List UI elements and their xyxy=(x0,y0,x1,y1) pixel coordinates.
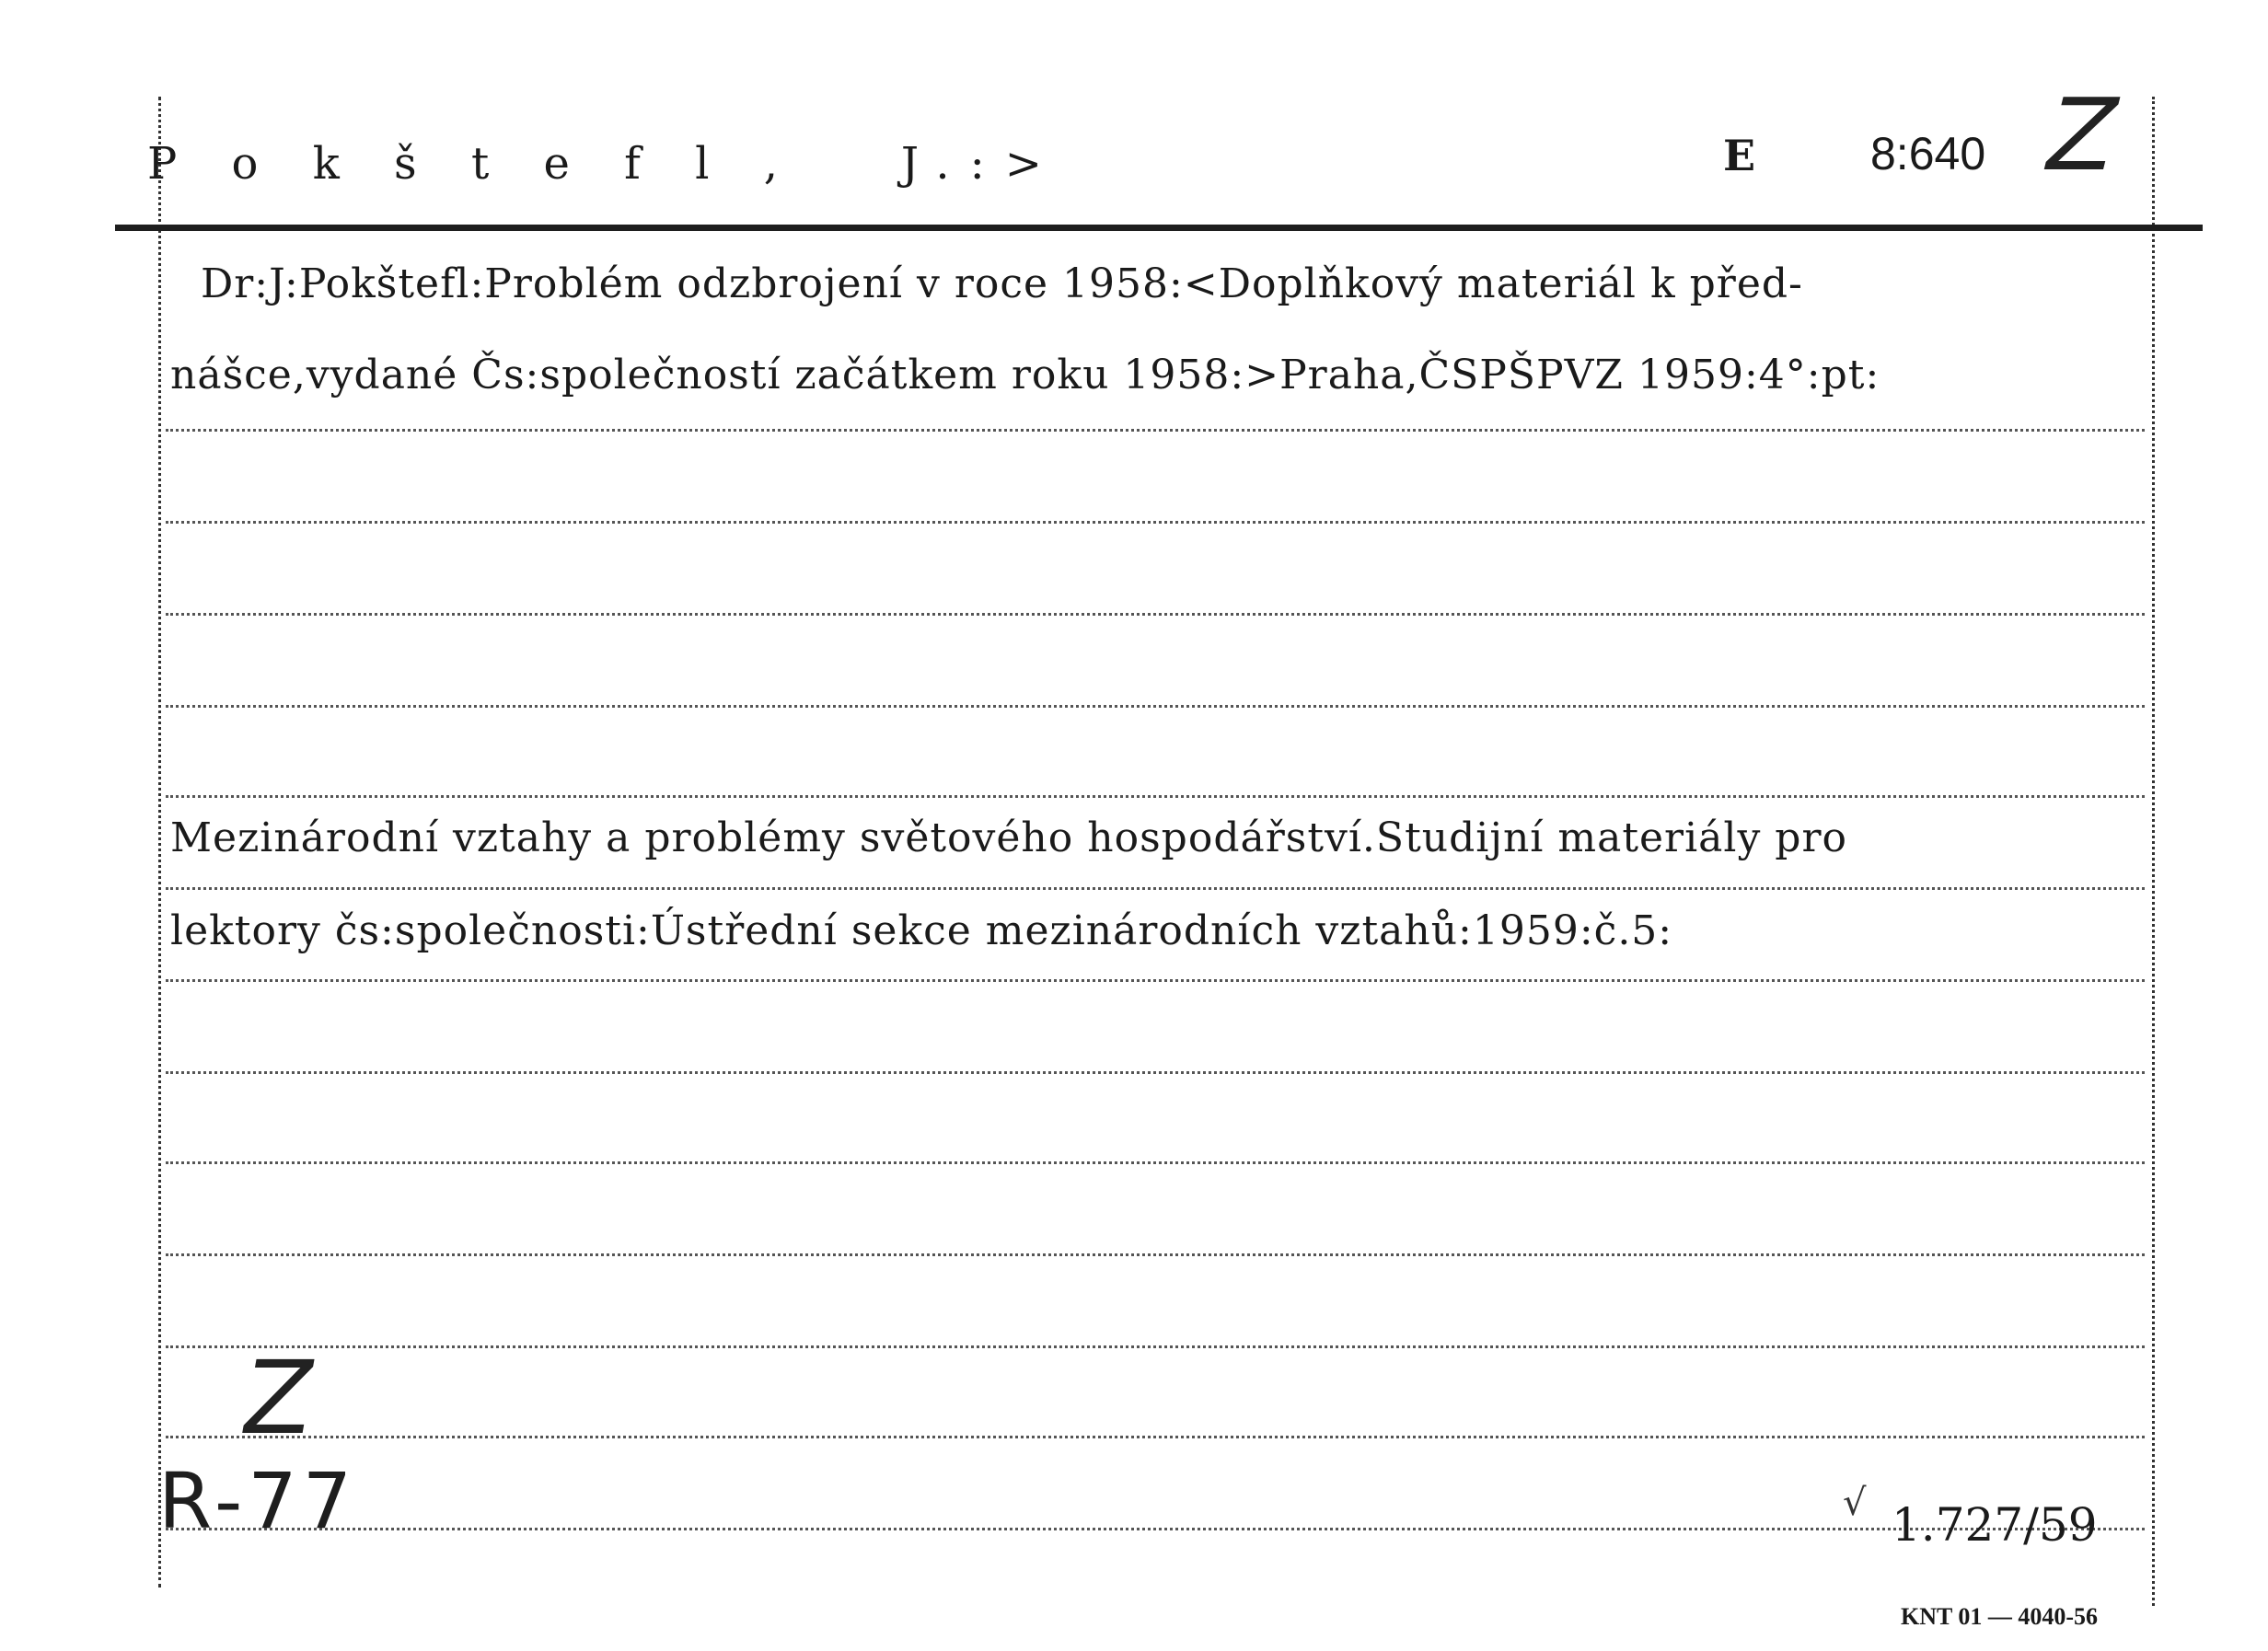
ruled-line xyxy=(166,795,2145,798)
accession-number: 1.727/59 xyxy=(1892,1498,2098,1552)
left-margin-line xyxy=(158,97,161,1588)
entry-2-line-1: Mezinárodní vztahy a problémy světového hospodářství.Studijní materiály pro xyxy=(170,814,1847,861)
form-code: KNT 01 — 4040-56 xyxy=(1901,1603,2099,1630)
ruled-line xyxy=(166,1528,2145,1530)
ruled-line xyxy=(166,887,2145,890)
handwritten-mark-top: Z xyxy=(2033,78,2131,193)
call-number: 8:640 xyxy=(1870,128,1986,179)
right-margin-line xyxy=(2152,97,2155,1606)
ruled-line xyxy=(166,1161,2145,1164)
check-mark: √ xyxy=(1843,1482,1867,1524)
entry-1-line-1: Dr:J:Pokštefl:Problém odzbrojení v roce 1958:<Doplňkový materiál k před- xyxy=(201,260,1803,307)
ruled-line xyxy=(166,705,2145,708)
ruled-line xyxy=(166,979,2145,982)
ruled-line xyxy=(166,1253,2145,1256)
ruled-line xyxy=(166,1436,2145,1438)
handwritten-mark-bottom: Z xyxy=(233,1339,324,1457)
ruled-line xyxy=(166,1345,2145,1348)
call-prefix: E xyxy=(1723,131,1756,180)
entry-1-line-2: nášce,vydané Čs:společností začátkem roku 1958:>Praha,ČSPŠPVZ 1959:4°:pt: xyxy=(170,352,1880,398)
ruled-line xyxy=(166,429,2145,432)
entry-2-line-2: lektory čs:společnosti:Ústřední sekce mezinárodních vztahů:1959:č.5: xyxy=(170,907,1673,954)
shelf-mark: R-77 xyxy=(158,1456,358,1546)
ruled-line xyxy=(166,1071,2145,1074)
author-heading: P o k š t e f l , J.:> xyxy=(147,138,1062,190)
ruled-line xyxy=(166,613,2145,616)
header-rule xyxy=(115,225,2203,231)
ruled-line xyxy=(166,521,2145,524)
